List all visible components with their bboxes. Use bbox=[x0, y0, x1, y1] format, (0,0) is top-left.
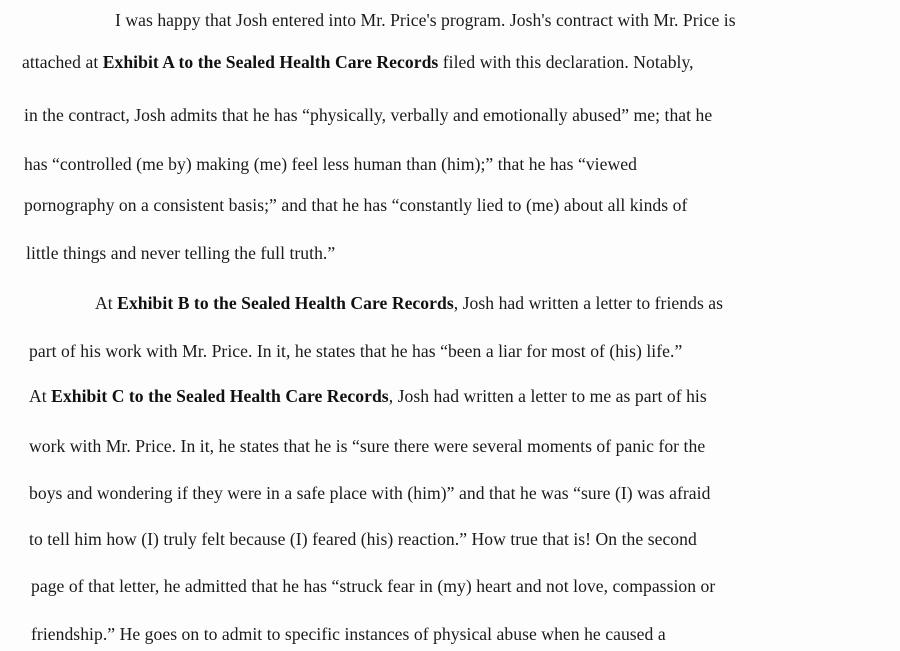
paragraph-1-line-2-post: filed with this declaration. Notably, bbox=[438, 52, 694, 72]
paragraph-1-line-4 bbox=[24, 153, 637, 175]
paragraph-1-line-3-text: in the contract, Josh admits that he has “physically, verbally and emotionally abused” me; that he bbox=[24, 105, 713, 125]
paragraph-2-line-7 bbox=[31, 575, 715, 597]
paragraph-2-line-4 bbox=[29, 435, 705, 457]
paragraph-1-line-6-text: little things and never telling the full truth.” bbox=[26, 243, 336, 263]
exhibit-a-reference: Exhibit A to the Sealed Health Care Records bbox=[102, 52, 439, 72]
paragraph-2-line-2 bbox=[29, 340, 682, 362]
paragraph-2-line-5 bbox=[29, 482, 710, 504]
paragraph-2-line-1-pre: At bbox=[95, 293, 118, 313]
paragraph-1-line-4-text: has “controlled (me by) making (me) feel less human than (him);” that he has “viewed bbox=[24, 154, 637, 174]
paragraph-1-line-5-text: pornography on a consistent basis;” and that he has “constantly lied to (me) about all kinds of bbox=[24, 195, 688, 215]
paragraph-2-line-3 bbox=[29, 385, 707, 407]
paragraph-1-line-1-text: I was happy that Josh entered into Mr. Price's program. Josh's contract with Mr. Price is bbox=[115, 10, 736, 30]
paragraph-2-line-8 bbox=[31, 623, 666, 645]
paragraph-2-line-2-text: part of his work with Mr. Price. In it, he states that he has “been a liar for most of (his) life.” bbox=[29, 341, 683, 361]
paragraph-1-line-2-pre: attached at bbox=[22, 52, 103, 72]
paragraph-2-line-7-text: page of that letter, he admitted that he has “struck fear in (my) heart and not love, compassion or bbox=[31, 576, 716, 596]
paragraph-1-line-6 bbox=[26, 242, 335, 264]
paragraph-2-line-1-post: , Josh had written a letter to friends as bbox=[453, 293, 724, 313]
paragraph-1-line-1 bbox=[115, 9, 736, 31]
paragraph-2-line-6-text: to tell him how (I) truly felt because (I) feared (his) reaction.” How true that is! On the second bbox=[29, 529, 697, 549]
exhibit-b-reference: Exhibit B to the Sealed Health Care Records bbox=[117, 293, 454, 313]
paragraph-2-line-3-post: , Josh had written a letter to me as part of his bbox=[388, 386, 707, 406]
paragraph-2-line-5-text: boys and wondering if they were in a safe place with (him)” and that he was “sure (I) was afraid bbox=[29, 483, 711, 503]
paragraph-2-line-4-text: work with Mr. Price. In it, he states that he is “sure there were several moments of panic for the bbox=[29, 436, 706, 456]
paragraph-2-line-8-text: friendship.” He goes on to admit to specific instances of physical abuse when he caused a bbox=[31, 624, 666, 644]
paragraph-2-line-3-pre: At bbox=[29, 386, 52, 406]
paragraph-1-line-3 bbox=[24, 104, 712, 126]
paragraph-1-line-2 bbox=[22, 51, 694, 73]
paragraph-1-line-5 bbox=[24, 194, 687, 216]
exhibit-c-reference: Exhibit C to the Sealed Health Care Records bbox=[51, 386, 389, 406]
paragraph-2-line-1 bbox=[95, 292, 723, 314]
paragraph-2-line-6 bbox=[29, 528, 697, 550]
